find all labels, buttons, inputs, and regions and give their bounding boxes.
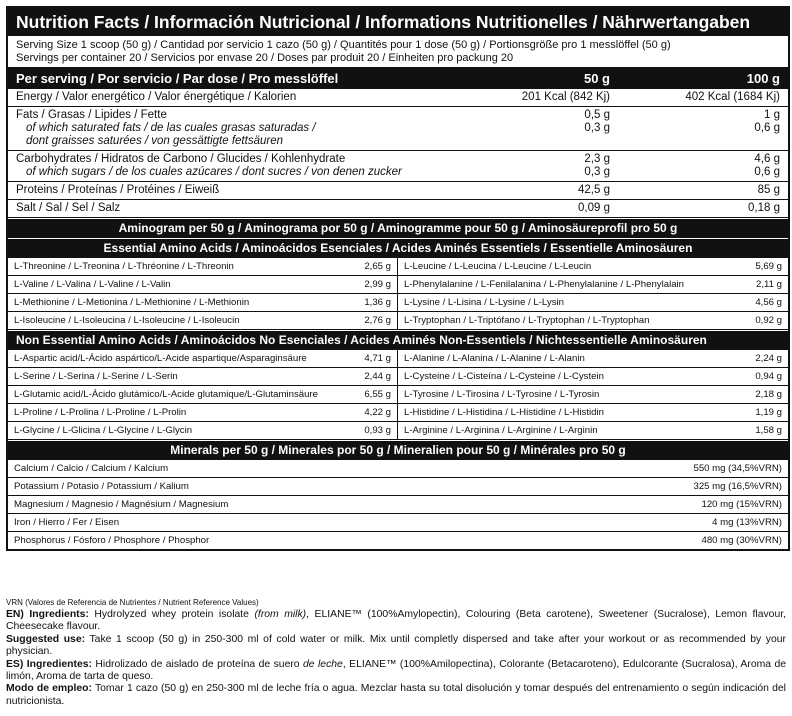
amino-name: L-Methionine / L-Metionina / L-Methionine / L-Methionin [14,297,250,308]
es-ingredients-allergen: de leche [303,658,343,670]
modo-de-empleo-text: Tomar 1 cazo (50 g) en 250-300 ml de leche fría o agua. Mezclar hasta su total disolución y tomar después del entrenamiento o según indicación del nutricionista. [6,683,786,707]
amino-cell-right [398,258,788,275]
es-ingredients-label: ES) Ingredientes: [6,658,92,670]
amino-value: 2,65 g [364,261,391,272]
essential-amino-table [8,258,788,330]
nutrient-subname: dont graisses saturées / von gessättigte fettsäuren [26,135,283,147]
nutrient-value-50g-cell [500,109,610,148]
nutrient-value-50g-cell [500,91,610,104]
modo-de-empleo [6,683,786,708]
amino-value: 4,71 g [364,353,391,364]
amino-name: L-Isoleucine / L-Isoleucina / L-Isoleucine / L-Isoleucin [14,315,240,326]
mineral-row [8,478,788,496]
amino-value: 4,22 g [364,407,391,418]
servings-per-container: Servings per container 20 / Servicios por envase 20 / Doses par produit 20 / Einheiten pro packung 20 [16,52,514,64]
amino-name: L-Proline / L-Prolina / L-Proline / L-Prolin [14,407,187,418]
mineral-value: 325 mg (16,5%VRN) [693,481,782,492]
amino-cell-right [398,312,788,329]
amino-value: 2,11 g [756,279,782,290]
amino-cell-left [8,422,398,439]
nutrient-name-cell [8,109,500,148]
nutrient-value-100g: 4,6 g [754,153,780,165]
mineral-value: 550 mg (34,5%VRN) [693,463,782,474]
mineral-name: Calcium / Calcio / Calcium / Kalcium [14,463,169,474]
es-ingredients-rest: , ELIANE™ (100%Amilopectina), Colorante (Betacaroteno), Edulcorante (Sucralosa), Aroma de limón, Aroma de tarta de queso. [6,658,787,683]
en-ingredients-text: Hydrolyzed whey protein isolate [88,609,255,620]
nutrient-value-100g: 402 Kcal (1684 Kj) [685,91,780,103]
nutrient-value-100g: 0,6 g [754,122,780,134]
amino-name: L-Serine / L-Serina / L-Serine / L-Serin [14,371,178,382]
amino-name: L-Leucine / L-Leucina / L-Leucine / L-Leucin [404,261,592,272]
nutrient-value-50g: 2,3 g [584,153,610,165]
amino-value: 1,58 g [755,425,782,436]
nutrient-name: Proteins / Proteínas / Protéines / Eiweiß [16,184,220,196]
mineral-value: 120 mg (15%VRN) [701,499,782,510]
amino-row [8,368,788,386]
nutrient-row [8,89,788,107]
nutrient-value-50g: 0,09 g [578,202,610,214]
amino-value: 2,18 g [755,389,782,400]
nutrient-value-50g: 42,5 g [578,184,610,196]
nonessential-amino-header: Non Essential Amino Acids / Aminoácidos No Esenciales / Acides Aminés Non-Essentiels / Nichtessentielle Aminosäuren [8,330,788,350]
amino-cell-left [8,276,398,293]
per-serving-label: Per serving / Por servicio / Par dose / Pro messlöffel [16,71,339,86]
nutrient-row [8,200,788,218]
amino-name: L-Glutamic acid/L-Ácido glutámico/L-Acide glutamique/L-Glutaminsäure [14,389,318,400]
amino-name: L-Cysteine / L-Cisteína / L-Cysteine / L-Cystein [404,371,604,382]
amino-name: L-Aspartic acid/L-Ácido aspártico/L-Acide aspartique/Asparaginsäure [14,353,307,364]
amino-name: L-Threonine / L-Treonina / L-Thréonine / L-Threonin [14,261,234,272]
mineral-name: Magnesium / Magnesio / Magnésium / Magnesium [14,499,229,510]
mineral-value: 4 mg (13%VRN) [712,517,782,528]
nutrient-name-cell [8,202,500,215]
nonessential-amino-table [8,350,788,440]
en-ingredients [6,609,786,634]
modo-de-empleo-label: Modo de empleo: [6,683,92,695]
mineral-name: Potassium / Potasio / Potassium / Kalium [14,481,189,492]
nutrient-subname: of which saturated fats / de las cuales grasas saturadas / [26,122,316,134]
amino-cell-right [398,294,788,311]
suggested-use-label: Suggested use: [6,633,86,645]
amino-value: 0,93 g [364,425,391,436]
mineral-row [8,514,788,532]
nutrient-row [8,107,788,151]
es-ingredients [6,659,786,684]
amino-value: 1,36 g [364,297,391,308]
label-title: Nutrition Facts / Información Nutricional / Informations Nutritionelles / Nährwertangaben [8,8,788,36]
nutrient-value-100g-cell [610,109,788,148]
essential-amino-header: Essential Amino Acids / Aminoácidos Esenciales / Acides Aminés Essentiels / Essentielle Aminosäuren [8,238,788,258]
nutrient-value-100g-cell [610,184,788,197]
amino-name: L-Valine / L-Valina / L-Valine / L-Valin [14,279,171,290]
amino-cell-right [398,350,788,367]
nutrient-name-cell [8,91,500,104]
amino-value: 6,55 g [364,389,391,400]
nutrient-value-100g: 1 g [764,109,780,121]
amino-name: L-Phenylalanine / L-Fenilalanina / L-Phenylalanine / L-Phenylalain [404,279,684,290]
amino-row [8,350,788,368]
amino-value: 2,24 g [755,353,782,364]
nutrition-label [6,6,790,551]
nutrient-value-50g: 0,5 g [584,109,610,121]
nutrient-value-100g-cell [610,202,788,215]
nutrient-table [8,89,788,218]
serving-info [8,36,788,68]
amino-cell-left [8,404,398,421]
serving-size: Serving Size 1 scoop (50 g) / Cantidad por servicio 1 cazo (50 g) / Quantités pour 1 dose (50 g) / Portionsgröße pro 1 messlöffel (50 g) [16,39,671,51]
nutrient-value-50g-cell [500,184,610,197]
amino-value: 1,19 g [755,407,782,418]
nutrient-row [8,182,788,200]
nutrient-value-100g-cell [610,153,788,179]
amino-cell-right [398,368,788,385]
amino-cell-left [8,350,398,367]
amino-cell-left [8,312,398,329]
nutrient-value-50g: 201 Kcal (842 Kj) [521,91,610,103]
nutrient-row [8,151,788,182]
amino-cell-left [8,294,398,311]
amino-value: 2,99 g [364,279,391,290]
amino-value: 0,92 g [755,315,782,326]
suggested-use-text: Take 1 scoop (50 g) in 250-300 ml of cold water or milk. Mix until completly dispersed and take after your workout or as recommended by your physician. [6,633,786,658]
amino-row [8,258,788,276]
amino-name: L-Tryptophan / L-Triptófano / L-Tryptophan / L-Tryptophan [404,315,650,326]
amino-cell-left [8,258,398,275]
amino-name: L-Alanine / L-Alanina / L-Alanine / L-Alanin [404,353,585,364]
amino-row [8,386,788,404]
nutrient-value-50g-cell [500,153,610,179]
amino-cell-right [398,422,788,439]
nutrient-name: Energy / Valor energético / Valor énergétique / Kalorien [16,91,297,103]
column-100g: 100 g [746,71,780,86]
amino-cell-right [398,276,788,293]
es-ingredients-text: Hidrolizado de aislado de proteína de suero [91,658,304,670]
vrn-note: VRN (Valores de Referencia de Nutrientes / Nutrient Reference Values) [6,598,259,607]
nutrient-value-100g: 0,6 g [754,166,780,178]
nutrient-name-cell [8,153,500,179]
mineral-row [8,532,788,549]
nutrient-name: Fats / Grasas / Lipides / Fette [16,109,167,121]
en-ingredients-allergen: (from milk) [254,609,307,620]
en-ingredients-label: EN) Ingredients: [6,609,89,620]
nutrient-value-100g [610,135,780,148]
amino-row [8,276,788,294]
mineral-value: 480 mg (30%VRN) [701,535,782,546]
amino-value: 2,44 g [364,371,391,382]
column-50g: 50 g [583,71,610,86]
nutrient-value-50g: 0,3 g [584,122,610,134]
mineral-row [8,460,788,478]
amino-row [8,422,788,440]
mineral-name: Iron / Hierro / Fer / Eisen [14,517,120,528]
suggested-use [6,634,786,659]
amino-cell-right [398,404,788,421]
nutrient-subname: of which sugars / de los cuales azúcares / dont sucres / von denen zucker [26,166,402,178]
nutrient-value-100g: 85 g [757,184,780,196]
amino-name: L-Arginine / L-Arginina / L-Arginine / L-Arginin [404,425,598,436]
amino-cell-left [8,368,398,385]
amino-cell-right [398,386,788,403]
nutrient-name: Carbohydrates / Hidratos de Carbono / Glucides / Kohlenhydrate [16,153,346,165]
nutrient-value-50g-cell [500,202,610,215]
label-notes [6,597,786,708]
mineral-name: Phosphorus / Fósforo / Phosphore / Phosphor [14,535,210,546]
amino-name: L-Tyrosine / L-Tirosina / L-Tyrosine / L-Tyrosin [404,389,600,400]
amino-name: L-Histidine / L-Histidina / L-Histidine / L-Histidin [404,407,604,418]
en-ingredients-rest: , ELIANE™ (100%Amylopectin), Colouring (Beta carotene), Sweetener (Sucralose), Lemon flavour, Cheesecake flavour. [6,609,787,633]
amino-name: L-Lysine / L-Lisina / L-Lysine / L-Lysin [404,297,564,308]
amino-row [8,312,788,330]
mineral-row [8,496,788,514]
amino-row [8,404,788,422]
per-serving-header [8,68,788,89]
aminogram-header: Aminogram per 50 g / Aminograma por 50 g / Aminogramme pour 50 g / Aminosäureprofil pro 50 g [8,218,788,238]
amino-value: 0,94 g [755,371,782,382]
nutrient-value-50g: 0,3 g [584,166,610,178]
amino-cell-left [8,386,398,403]
nutrient-name-cell [8,184,500,197]
nutrient-value-100g-cell [610,91,788,104]
minerals-header: Minerals per 50 g / Minerales por 50 g / Mineralien pour 50 g / Minérales pro 50 g [8,440,788,460]
nutrient-value-100g: 0,18 g [748,202,780,214]
amino-row [8,294,788,312]
nutrient-name: Salt / Sal / Sel / Salz [16,202,121,214]
minerals-table [8,460,788,549]
amino-value: 2,76 g [364,315,391,326]
amino-name: L-Glycine / L-Glicina / L-Glycine / L-Glycin [14,425,193,436]
amino-value: 5,69 g [755,261,782,272]
nutrient-value-50g [500,135,610,148]
amino-value: 4,56 g [755,297,782,308]
